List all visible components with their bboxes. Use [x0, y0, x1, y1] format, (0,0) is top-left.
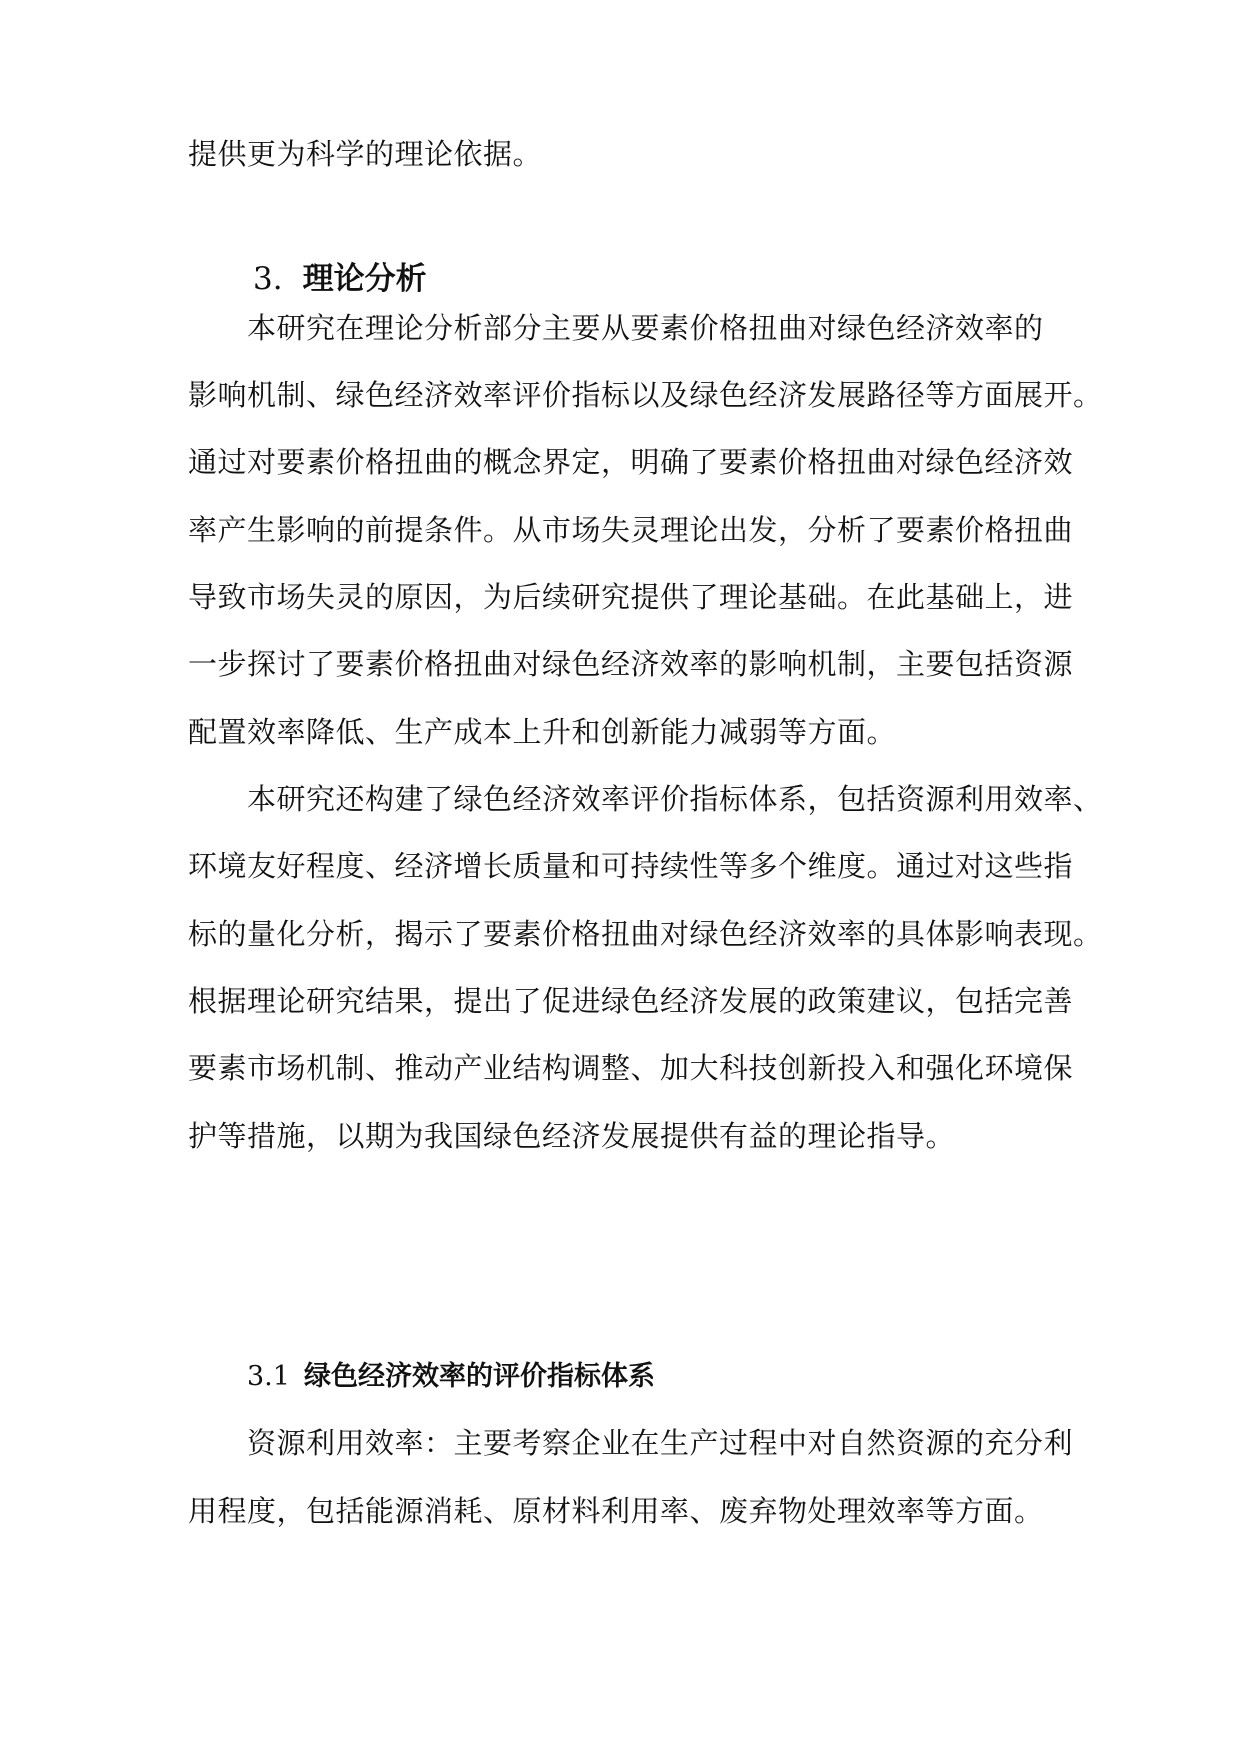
section-3-1-heading [247, 1360, 655, 1394]
paragraph-2-line: 根据理论研究结果，提出了促进绿色经济发展的政策建议，包括完善 [188, 984, 1074, 1018]
paragraph-1-line: 影响机制、绿色经济效率评价指标以及绿色经济发展路径等方面展开。 [188, 378, 1103, 412]
paragraph-3-line: 资源利用效率：主要考察企业在生产过程中对自然资源的充分利 [247, 1426, 1074, 1460]
section-3-number: 3. [253, 261, 283, 297]
paragraph-2-line: 环境友好程度、经济增长质量和可持续性等多个维度。通过对这些指 [188, 849, 1074, 883]
paragraph-2-line: 本研究还构建了绿色经济效率评价指标体系，包括资源利用效率、 [247, 782, 1103, 816]
paragraph-1-line: 导致市场失灵的原因，为后续研究提供了理论基础。在此基础上，进 [188, 580, 1074, 614]
paragraph-1-line: 配置效率降低、生产成本上升和创新能力减弱等方面。 [188, 715, 897, 749]
paragraph-2-line: 标的量化分析，揭示了要素价格扭曲对绿色经济效率的具体影响表现。 [188, 917, 1103, 951]
section-3-title: 理论分析 [302, 261, 427, 297]
paragraph-1-line: 一步探讨了要素价格扭曲对绿色经济效率的影响机制，主要包括资源 [188, 647, 1074, 681]
paragraph-3-line: 用程度，包括能源消耗、原材料利用率、废弃物处理效率等方面。 [188, 1494, 1044, 1528]
paragraph-2-line: 护等措施，以期为我国绿色经济发展提供有益的理论指导。 [188, 1119, 956, 1153]
paragraph-2-line: 要素市场机制、推动产业结构调整、加大科技创新投入和强化环境保 [188, 1051, 1074, 1085]
intro-line: 提供更为科学的理论依据。 [188, 137, 543, 171]
section-3-1-title: 绿色经济效率的评价指标体系 [303, 1361, 655, 1392]
section-3-heading [253, 260, 427, 298]
paragraph-1-line: 率产生影响的前提条件。从市场失灵理论出发，分析了要素价格扭曲 [188, 513, 1074, 547]
paragraph-1-line: 通过对要素价格扭曲的概念界定，明确了要素价格扭曲对绿色经济效 [188, 445, 1074, 479]
paragraph-1-line: 本研究在理论分析部分主要从要素价格扭曲对绿色经济效率的 [247, 311, 1044, 345]
section-3-1-number: 3.1 [247, 1361, 290, 1392]
